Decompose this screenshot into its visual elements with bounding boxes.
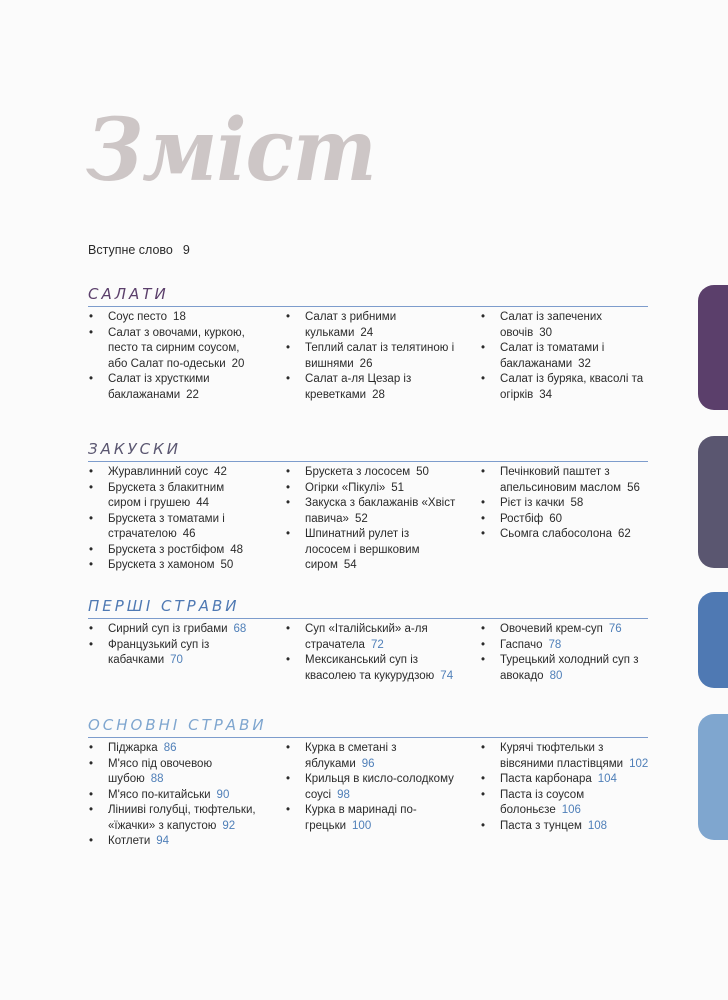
toc-item-page-number: 74 — [440, 669, 454, 682]
toc-item-page-number: 88 — [150, 773, 164, 785]
toc-item[interactable] — [88, 326, 260, 373]
toc-item-label: Закуска з баклажанів «Хвіст павича» — [305, 497, 456, 525]
toc-item[interactable] — [88, 465, 260, 481]
bullet-icon: • — [481, 528, 486, 540]
toc-item-label: Шпинатний рулет із лососем і вершковим сиром — [305, 528, 420, 571]
toc-item-label: Паста карбонара — [500, 773, 592, 785]
toc-item-page-number: 92 — [222, 819, 236, 832]
section-columns — [88, 741, 648, 861]
toc-item-label: Мексиканський суп із квасолею та кукурудзою — [305, 654, 435, 682]
toc-item-page-number: 44 — [196, 497, 210, 509]
toc-item-label: Теплий салат із телятиною і вишнями — [305, 342, 455, 370]
toc-item-page-number: 18 — [173, 311, 186, 323]
toc-item[interactable] — [88, 834, 260, 850]
toc-item-page-number: 26 — [359, 357, 373, 370]
bullet-icon: • — [481, 497, 486, 509]
toc-item-page-number: 34 — [539, 388, 553, 401]
toc-item[interactable] — [480, 638, 652, 654]
toc-item-label: Брускета з томатами і страчателою — [108, 512, 225, 540]
toc-item-label: Лінииві голубці, тюфтельки, «їжачки» з капустою — [108, 804, 256, 832]
section-columns — [88, 622, 648, 702]
toc-item[interactable] — [88, 741, 260, 757]
toc-item-label: Брускета з лососем — [305, 466, 411, 478]
toc-item-label: Рієт із качки — [500, 497, 565, 509]
toc-item[interactable] — [88, 310, 260, 326]
toc-item[interactable] — [480, 527, 652, 543]
toc-item-label: Печінковий паштет з апельсиновим маслом — [500, 466, 622, 494]
toc-item[interactable] — [285, 465, 457, 481]
bullet-icon: • — [481, 512, 486, 525]
section-divider — [88, 737, 648, 738]
page-title: Зміст — [86, 100, 376, 201]
bullet-icon: • — [89, 543, 94, 556]
bullet-icon: • — [286, 804, 291, 816]
toc-item-page-number: 80 — [549, 669, 563, 682]
toc-item[interactable] — [480, 372, 652, 403]
intro-page-number: 9 — [182, 243, 190, 257]
toc-item[interactable] — [88, 512, 260, 543]
toc-item[interactable] — [480, 741, 652, 772]
toc-item-page-number: 62 — [617, 528, 631, 540]
toc-item-page-number: 58 — [570, 497, 584, 509]
section-divider — [88, 618, 648, 619]
toc-item[interactable] — [88, 558, 260, 574]
toc-item-page-number: 60 — [549, 512, 562, 525]
toc-column — [480, 310, 652, 403]
section-title: ЗАКУСКИ — [88, 440, 182, 458]
toc-item-label: М'ясо під овочевою шубою — [108, 757, 213, 785]
section-title: ОСНОВНІ СТРАВИ — [88, 716, 267, 734]
toc-item-label: Курка в сметані з яблуками — [305, 742, 397, 770]
toc-item[interactable] — [285, 496, 457, 527]
toc-column — [88, 622, 260, 669]
toc-item-label: Крильця в кисло-солодкому соусі — [305, 773, 454, 801]
toc-item-page-number: 102 — [629, 757, 649, 770]
toc-item-label: Курячі тюфтельки з вівсяними пластівцями — [500, 742, 624, 770]
toc-item-page-number: 94 — [156, 835, 170, 847]
toc-item[interactable] — [88, 543, 260, 559]
bullet-icon: • — [286, 654, 291, 666]
bullet-icon: • — [286, 481, 291, 494]
toc-item-page-number: 24 — [360, 326, 374, 339]
toc-item-page-number: 100 — [352, 819, 372, 832]
toc-item-label: М'ясо по-китайськи — [108, 788, 211, 801]
toc-item-label: Брускета з ростбіфом — [108, 543, 225, 556]
bullet-icon: • — [286, 497, 291, 509]
toc-item-page-number: 70 — [170, 654, 183, 666]
toc-item-label: Огірки «Пікулі» — [305, 481, 386, 494]
toc-item-page-number: 46 — [182, 528, 196, 540]
toc-item-label: Паста із соусом болоньєзе — [500, 788, 585, 816]
toc-item-label: Журавлинний соус — [108, 466, 209, 478]
tab-salaty[interactable] — [698, 285, 728, 410]
bullet-icon: • — [89, 623, 94, 635]
toc-item-label: Паста з тунцем — [500, 819, 582, 832]
bullet-icon: • — [89, 638, 94, 651]
toc-item[interactable] — [285, 622, 457, 653]
toc-item[interactable] — [285, 653, 457, 684]
bullet-icon: • — [89, 559, 94, 571]
section-osnovni-stravy — [88, 716, 648, 861]
bullet-icon: • — [481, 788, 486, 801]
bullet-icon: • — [481, 311, 486, 323]
toc-item[interactable] — [285, 527, 457, 574]
toc-item[interactable] — [88, 788, 260, 804]
toc-item-page-number: 90 — [216, 788, 230, 801]
toc-item[interactable] — [480, 496, 652, 512]
toc-item-label: Брускета з блакитним сиром і грушею — [108, 481, 225, 509]
toc-item[interactable] — [285, 372, 457, 403]
toc-item-page-number: 48 — [230, 543, 244, 556]
toc-item-page-number: 50 — [416, 466, 429, 478]
toc-item-page-number: 28 — [372, 388, 385, 401]
toc-item[interactable] — [480, 622, 652, 638]
section-columns — [88, 465, 648, 575]
bullet-icon: • — [89, 311, 94, 323]
toc-column — [285, 465, 457, 574]
bullet-icon: • — [286, 466, 291, 478]
toc-item-label: Турецький холодний суп з авокадо — [500, 654, 639, 682]
toc-item-page-number: 68 — [233, 623, 247, 635]
section-zakusky — [88, 440, 648, 575]
toc-item-label: Овочевий крем-суп — [500, 623, 603, 635]
toc-item-page-number: 96 — [361, 757, 375, 770]
toc-item[interactable] — [480, 310, 652, 341]
toc-column — [285, 310, 457, 403]
toc-item[interactable] — [480, 772, 652, 788]
toc-item-page-number: 78 — [548, 638, 562, 651]
bullet-icon: • — [286, 623, 291, 635]
section-title: ПЕРШІ СТРАВИ — [88, 597, 240, 615]
toc-item[interactable] — [480, 341, 652, 372]
bullet-icon: • — [481, 742, 486, 754]
toc-item[interactable] — [88, 372, 260, 403]
toc-item[interactable] — [480, 465, 652, 496]
bullet-icon: • — [481, 819, 486, 832]
bullet-icon: • — [286, 342, 291, 354]
bullet-icon: • — [89, 326, 94, 339]
intro-label: Вступне слово — [88, 243, 173, 257]
toc-item-label: Соус песто — [108, 311, 168, 323]
toc-item-label: Гаспачо — [500, 638, 543, 651]
section-pershi-stravy — [88, 597, 648, 702]
bullet-icon: • — [481, 623, 486, 635]
toc-item-page-number: 51 — [391, 481, 405, 494]
bullet-icon: • — [481, 638, 486, 651]
bullet-icon: • — [481, 654, 486, 666]
toc-item-page-number: 56 — [627, 481, 640, 494]
toc-item-page-number: 42 — [214, 466, 227, 478]
toc-item[interactable] — [285, 772, 457, 803]
toc-column — [285, 622, 457, 684]
toc-item-label: Салат із буряка, квасолі та огірків — [500, 373, 644, 401]
toc-item[interactable] — [285, 341, 457, 372]
bullet-icon: • — [286, 528, 291, 540]
bullet-icon: • — [89, 512, 94, 525]
toc-item-page-number: 54 — [343, 559, 357, 571]
toc-item-page-number: 20 — [231, 357, 245, 370]
toc-item-page-number: 76 — [608, 623, 622, 635]
bullet-icon: • — [89, 742, 94, 754]
bullet-icon: • — [286, 773, 291, 785]
toc-column — [285, 741, 457, 834]
toc-item[interactable] — [88, 638, 260, 669]
toc-item-page-number: 86 — [163, 742, 177, 754]
toc-item-page-number: 52 — [354, 512, 368, 525]
toc-item[interactable] — [88, 803, 260, 834]
bullet-icon: • — [89, 835, 94, 847]
toc-item-label: Курка в маринаді по-грецьки — [305, 804, 417, 832]
bullet-icon: • — [89, 466, 94, 478]
bullet-icon: • — [481, 773, 486, 785]
toc-item-label: Французький суп із кабачками — [108, 638, 210, 666]
bullet-icon: • — [89, 481, 94, 494]
toc-item-label: Салат із томатами і баклажанами — [500, 342, 605, 370]
toc-column — [88, 465, 260, 574]
toc-item-page-number: 50 — [220, 559, 234, 571]
tab-zakusky[interactable] — [698, 436, 728, 568]
toc-item-label: Салат із хрусткими баклажанами — [108, 373, 210, 401]
toc-item-label: Салат з овочами, куркою, песто та сирним соусом, або Салат по-одеськи — [108, 326, 245, 370]
toc-item[interactable] — [285, 310, 457, 341]
bullet-icon: • — [481, 342, 486, 354]
toc-column — [480, 465, 652, 543]
toc-item-label: Салат із запечених овочів — [500, 311, 602, 339]
toc-item-page-number: 108 — [587, 819, 608, 832]
toc-column — [480, 622, 652, 684]
toc-item-page-number: 98 — [337, 788, 350, 801]
tab-pershi-stravy[interactable] — [698, 592, 728, 688]
bullet-icon: • — [89, 788, 94, 801]
toc-item[interactable] — [285, 481, 457, 497]
toc-item-page-number: 32 — [578, 357, 591, 370]
bullet-icon: • — [286, 373, 291, 385]
toc-item-label: Брускета з хамоном — [108, 559, 215, 571]
toc-item-page-number: 30 — [539, 326, 552, 339]
toc-item-label: Котлети — [108, 835, 151, 847]
section-salaty — [88, 285, 648, 420]
toc-item[interactable] — [480, 653, 652, 684]
toc-item-label: Сьомга слабосолона — [500, 528, 612, 540]
toc-item-label: Сирний суп із грибами — [108, 623, 228, 635]
toc-item[interactable] — [88, 481, 260, 512]
intro-entry[interactable] — [88, 243, 190, 257]
toc-item-label: Ростбіф — [500, 512, 544, 525]
toc-column — [88, 741, 260, 850]
section-columns — [88, 310, 648, 420]
section-divider — [88, 306, 648, 307]
toc-item-page-number: 22 — [186, 388, 199, 401]
section-divider — [88, 461, 648, 462]
bullet-icon: • — [89, 804, 94, 816]
toc-column — [88, 310, 260, 403]
tab-osnovni-stravy[interactable] — [698, 714, 728, 840]
bullet-icon: • — [286, 311, 291, 323]
toc-item-label: Салат а-ля Цезар із креветками — [305, 373, 412, 401]
toc-item-page-number: 72 — [370, 638, 384, 651]
bullet-icon: • — [481, 466, 486, 478]
toc-item-page-number: 104 — [597, 773, 617, 785]
toc-item[interactable] — [285, 741, 457, 772]
toc-item[interactable] — [480, 788, 652, 819]
toc-item[interactable] — [88, 757, 260, 788]
section-title: САЛАТИ — [88, 285, 169, 303]
toc-item-label: Салат з рибними кульками — [305, 311, 397, 339]
toc-column — [480, 741, 652, 834]
bullet-icon: • — [286, 742, 291, 754]
toc-item[interactable] — [285, 803, 457, 834]
toc-item-label: Піджарка — [108, 742, 158, 754]
toc-item[interactable] — [88, 622, 260, 638]
bullet-icon: • — [89, 373, 94, 385]
toc-item-label: Суп «Італійський» а-ля страчатела — [305, 623, 428, 651]
toc-item-page-number: 106 — [561, 804, 581, 816]
bullet-icon: • — [89, 757, 94, 770]
toc-item[interactable] — [480, 819, 652, 835]
toc-item[interactable] — [480, 512, 652, 528]
bullet-icon: • — [481, 373, 486, 385]
